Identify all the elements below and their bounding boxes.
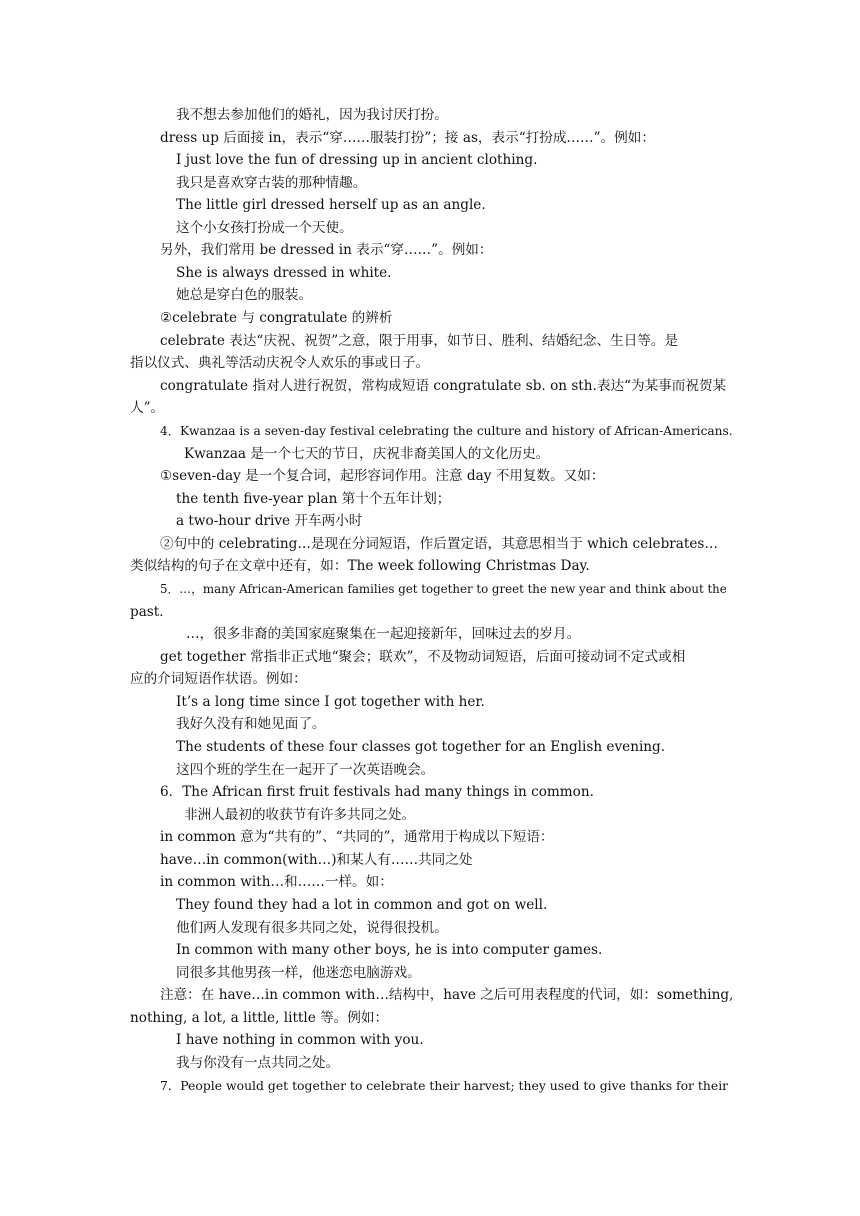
text-line: 我只是喜欢穿古装的那种情趣。 xyxy=(176,175,367,191)
text-line: dress up 后面接 in，表示“穿……服装打扮”；接 as，表示“打扮成……”。例如： xyxy=(160,130,655,146)
text-line: ②句中的 celebrating…是现在分词短语，作后置定语，其意思相当于 which celebrates… xyxy=(160,536,718,552)
text-line: 我与你没有一点共同之处。 xyxy=(176,1055,340,1071)
text-line: 应的介词短语作状语。例如： xyxy=(130,671,307,687)
text-line: congratulate 指对人进行祝贺，常构成短语 congratulate sb. on sth.表达“为某事而祝贺某 xyxy=(160,378,727,394)
text-line: I have nothing in common with you. xyxy=(176,1032,424,1048)
text-line: 她总是穿白色的服装。 xyxy=(176,287,312,303)
text-line: a two-hour drive 开车两小时 xyxy=(176,513,363,529)
text-line: …，很多非裔的美国家庭聚集在一起迎接新年，回味过去的岁月。 xyxy=(186,626,581,642)
text-line: 5．…，many African-American families get together to greet the new year and think about the xyxy=(160,582,727,596)
text-line: She is always dressed in white. xyxy=(176,265,392,281)
text-line: 我不想去参加他们的婚礼，因为我讨厌打扮。 xyxy=(176,107,448,123)
text-line: 4．Kwanzaa is a seven-day festival celebrating the culture and history of African-Americans. xyxy=(160,424,733,438)
text-line: have…in common(with…)和某人有……共同之处 xyxy=(160,852,473,868)
text-line: 这个小女孩打扮成一个天使。 xyxy=(176,220,353,236)
text-line: 指以仪式、典礼等活动庆祝令人欢乐的事或日子。 xyxy=(130,355,430,371)
text-line: 类似结构的句子在文章中还有，如：The week following Christmas Day. xyxy=(130,558,590,574)
text-line: get together 常指非正式地“聚会；联欢”，不及物动词短语，后面可接动词不定式或相 xyxy=(160,649,686,665)
text-line: 人”。 xyxy=(130,400,165,416)
text-line: nothing, a lot, a little, little 等。例如： xyxy=(130,1010,389,1026)
text-line: 非洲人最初的收获节有许多共同之处。 xyxy=(184,807,416,823)
text-line: in common with…和……一样。如： xyxy=(160,874,393,890)
text-line: ②celebrate 与 congratulate 的辨析 xyxy=(160,310,393,326)
text-line: 7．People would get together to celebrate their harvest; they used to give thanks for their xyxy=(160,1078,729,1093)
text-line: The little girl dressed herself up as an angle. xyxy=(176,197,486,213)
text-line: Kwanzaa 是一个七天的节日，庆祝非裔美国人的文化历史。 xyxy=(184,446,550,462)
text-line: 我好久没有和她见面了。 xyxy=(176,716,326,732)
text-line: 他们两人发现有很多共同之处，说得很投机。 xyxy=(176,920,448,936)
text-line: 6．The African first fruit festivals had many things in common. xyxy=(160,784,594,800)
text-line: the tenth five-year plan 第十个五年计划； xyxy=(176,491,451,507)
text-line: ①seven-day 是一个复合词，起形容词作用。注意 day 不用复数。又如： xyxy=(160,468,605,484)
text-line: It’s a long time since I got together with her. xyxy=(176,694,485,710)
text-line: celebrate 表达“庆祝、祝贺”之意，限于用事，如节日、胜利、结婚纪念、生日等。是 xyxy=(160,333,679,349)
text-line: They found they had a lot in common and got on well. xyxy=(176,897,548,913)
text-line: 注意：在 have…in common with…结构中，have 之后可用表程度的代词，如：something, xyxy=(160,987,734,1003)
text-line: In common with many other boys, he is into computer games. xyxy=(176,942,603,958)
text-line: I just love the fun of dressing up in ancient clothing. xyxy=(176,152,538,168)
text-line: in common 意为“共有的”、“共同的”，通常用于构成以下短语： xyxy=(160,829,554,845)
text-line: 这四个班的学生在一起开了一次英语晚会。 xyxy=(176,762,435,778)
text-line: 同很多其他男孩一样，他迷恋电脑游戏。 xyxy=(176,965,421,981)
text-line: The students of these four classes got together for an English evening. xyxy=(176,739,666,755)
text-line: past. xyxy=(130,604,164,620)
text-line: 另外，我们常用 be dressed in 表示“穿……”。例如： xyxy=(160,242,493,258)
